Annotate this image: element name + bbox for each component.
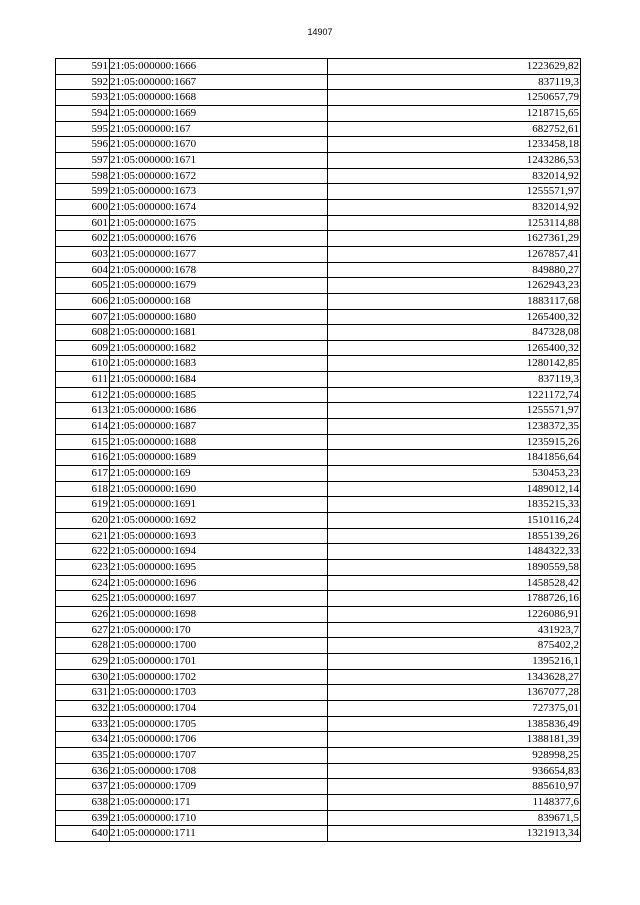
cadastral-value-cell: 936654,83 <box>328 763 581 779</box>
cadastral-number-cell: 21:05:000000:1669 <box>110 105 328 121</box>
table-row <box>56 74 581 90</box>
cadastral-number-cell: 21:05:000000:1710 <box>110 810 328 826</box>
cadastral-number-cell: 21:05:000000:1687 <box>110 419 328 435</box>
cadastral-number-cell: 21:05:000000:1674 <box>110 199 328 215</box>
cadastral-number-cell: 21:05:000000:167 <box>110 121 328 137</box>
row-number-cell: 617 <box>56 466 110 482</box>
table-body <box>56 59 581 842</box>
table-row <box>56 199 581 215</box>
row-number-cell: 633 <box>56 716 110 732</box>
cadastral-number-cell: 21:05:000000:1711 <box>110 826 328 842</box>
table-row <box>56 747 581 763</box>
cadastral-number-cell: 21:05:000000:1681 <box>110 325 328 341</box>
cadastral-value-cell: 682752,61 <box>328 121 581 137</box>
cadastral-value-cell: 1255571,97 <box>328 403 581 419</box>
table-row <box>56 481 581 497</box>
table-row <box>56 591 581 607</box>
row-number-cell: 627 <box>56 622 110 638</box>
table-row <box>56 340 581 356</box>
cadastral-number-cell: 21:05:000000:1700 <box>110 638 328 654</box>
table-row <box>56 669 581 685</box>
cadastral-number-cell: 21:05:000000:1686 <box>110 403 328 419</box>
row-number-cell: 638 <box>56 794 110 810</box>
row-number-cell: 614 <box>56 419 110 435</box>
row-number-cell: 620 <box>56 513 110 529</box>
cadastral-value-cell: 837119,3 <box>328 372 581 388</box>
table-row <box>56 231 581 247</box>
cadastral-value-cell: 727375,01 <box>328 700 581 716</box>
cadastral-value-cell: 1395216,1 <box>328 653 581 669</box>
cadastral-value-table <box>55 58 581 842</box>
cadastral-value-cell: 839671,5 <box>328 810 581 826</box>
cadastral-number-cell: 21:05:000000:1708 <box>110 763 328 779</box>
cadastral-number-cell: 21:05:000000:1670 <box>110 137 328 153</box>
cadastral-number-cell: 21:05:000000:1701 <box>110 653 328 669</box>
row-number-cell: 603 <box>56 246 110 262</box>
cadastral-number-cell: 21:05:000000:1680 <box>110 309 328 325</box>
table-row <box>56 575 581 591</box>
cadastral-number-cell: 21:05:000000:1698 <box>110 606 328 622</box>
row-number-cell: 630 <box>56 669 110 685</box>
row-number-cell: 636 <box>56 763 110 779</box>
cadastral-value-cell: 1835215,33 <box>328 497 581 513</box>
table-row <box>56 528 581 544</box>
table-row <box>56 246 581 262</box>
table-row <box>56 434 581 450</box>
table-row <box>56 685 581 701</box>
cadastral-value-cell: 1221172,74 <box>328 387 581 403</box>
table-row <box>56 325 581 341</box>
cadastral-number-cell: 21:05:000000:1689 <box>110 450 328 466</box>
cadastral-value-cell: 847328,08 <box>328 325 581 341</box>
table-row <box>56 653 581 669</box>
table-row <box>56 184 581 200</box>
cadastral-number-cell: 21:05:000000:1703 <box>110 685 328 701</box>
table-row <box>56 90 581 106</box>
cadastral-value-cell: 1280142,85 <box>328 356 581 372</box>
row-number-cell: 616 <box>56 450 110 466</box>
row-number-cell: 609 <box>56 340 110 356</box>
cadastral-value-cell: 1255571,97 <box>328 184 581 200</box>
row-number-cell: 607 <box>56 309 110 325</box>
cadastral-value-cell: 1788726,16 <box>328 591 581 607</box>
row-number-cell: 604 <box>56 262 110 278</box>
cadastral-value-cell: 1267857,41 <box>328 246 581 262</box>
row-number-cell: 622 <box>56 544 110 560</box>
cadastral-number-cell: 21:05:000000:1707 <box>110 747 328 763</box>
cadastral-number-cell: 21:05:000000:1691 <box>110 497 328 513</box>
cadastral-number-cell: 21:05:000000:168 <box>110 293 328 309</box>
row-number-cell: 597 <box>56 152 110 168</box>
table-row <box>56 732 581 748</box>
cadastral-number-cell: 21:05:000000:1697 <box>110 591 328 607</box>
row-number-cell: 631 <box>56 685 110 701</box>
row-number-cell: 594 <box>56 105 110 121</box>
row-number-cell: 599 <box>56 184 110 200</box>
cadastral-number-cell: 21:05:000000:1671 <box>110 152 328 168</box>
cadastral-number-cell: 21:05:000000:1706 <box>110 732 328 748</box>
cadastral-value-cell: 1243286,53 <box>328 152 581 168</box>
row-number-cell: 634 <box>56 732 110 748</box>
cadastral-number-cell: 21:05:000000:1704 <box>110 700 328 716</box>
table-row <box>56 513 581 529</box>
table-row <box>56 466 581 482</box>
cadastral-value-cell: 837119,3 <box>328 74 581 90</box>
cadastral-value-cell: 1265400,32 <box>328 309 581 325</box>
table-row <box>56 137 581 153</box>
row-number-cell: 611 <box>56 372 110 388</box>
row-number-cell: 598 <box>56 168 110 184</box>
table-row <box>56 606 581 622</box>
table-row <box>56 403 581 419</box>
row-number-cell: 610 <box>56 356 110 372</box>
cadastral-value-cell: 431923,7 <box>328 622 581 638</box>
row-number-cell: 626 <box>56 606 110 622</box>
cadastral-value-cell: 1890559,58 <box>328 560 581 576</box>
cadastral-number-cell: 21:05:000000:1685 <box>110 387 328 403</box>
table-row <box>56 372 581 388</box>
cadastral-value-cell: 530453,23 <box>328 466 581 482</box>
table-row <box>56 356 581 372</box>
cadastral-number-cell: 21:05:000000:1688 <box>110 434 328 450</box>
cadastral-number-cell: 21:05:000000:171 <box>110 794 328 810</box>
row-number-cell: 595 <box>56 121 110 137</box>
cadastral-value-cell: 832014,92 <box>328 199 581 215</box>
cadastral-number-cell: 21:05:000000:1666 <box>110 59 328 75</box>
table-row <box>56 105 581 121</box>
cadastral-value-cell: 885610,97 <box>328 779 581 795</box>
table-row <box>56 810 581 826</box>
cadastral-number-cell: 21:05:000000:1702 <box>110 669 328 685</box>
cadastral-value-cell: 1265400,32 <box>328 340 581 356</box>
cadastral-value-cell: 1458528,42 <box>328 575 581 591</box>
cadastral-value-cell: 1218715,65 <box>328 105 581 121</box>
table-row <box>56 622 581 638</box>
cadastral-value-cell: 1250657,79 <box>328 90 581 106</box>
cadastral-number-cell: 21:05:000000:1673 <box>110 184 328 200</box>
table-row <box>56 544 581 560</box>
row-number-cell: 601 <box>56 215 110 231</box>
cadastral-value-cell: 1510116,24 <box>328 513 581 529</box>
cadastral-number-cell: 21:05:000000:1693 <box>110 528 328 544</box>
cadastral-number-cell: 21:05:000000:1694 <box>110 544 328 560</box>
table-row <box>56 638 581 654</box>
table-row <box>56 278 581 294</box>
cadastral-value-cell: 1148377,6 <box>328 794 581 810</box>
cadastral-number-cell: 21:05:000000:1695 <box>110 560 328 576</box>
cadastral-value-cell: 1223629,82 <box>328 59 581 75</box>
table-row <box>56 168 581 184</box>
cadastral-number-cell: 21:05:000000:1677 <box>110 246 328 262</box>
cadastral-value-cell: 1321913,34 <box>328 826 581 842</box>
row-number-cell: 624 <box>56 575 110 591</box>
row-number-cell: 612 <box>56 387 110 403</box>
cadastral-number-cell: 21:05:000000:1672 <box>110 168 328 184</box>
cadastral-value-cell: 1385836,49 <box>328 716 581 732</box>
cadastral-number-cell: 21:05:000000:1678 <box>110 262 328 278</box>
row-number-cell: 591 <box>56 59 110 75</box>
table-row <box>56 826 581 842</box>
cadastral-number-cell: 21:05:000000:1668 <box>110 90 328 106</box>
row-number-cell: 596 <box>56 137 110 153</box>
table-row <box>56 215 581 231</box>
cadastral-value-cell: 1367077,28 <box>328 685 581 701</box>
row-number-cell: 618 <box>56 481 110 497</box>
cadastral-number-cell: 21:05:000000:1690 <box>110 481 328 497</box>
row-number-cell: 600 <box>56 199 110 215</box>
table-row <box>56 152 581 168</box>
table-row <box>56 716 581 732</box>
row-number-cell: 606 <box>56 293 110 309</box>
cadastral-number-cell: 21:05:000000:1705 <box>110 716 328 732</box>
cadastral-value-cell: 832014,92 <box>328 168 581 184</box>
cadastral-value-cell: 1233458,18 <box>328 137 581 153</box>
cadastral-number-cell: 21:05:000000:1709 <box>110 779 328 795</box>
cadastral-value-cell: 875402,2 <box>328 638 581 654</box>
table-row <box>56 560 581 576</box>
table-row <box>56 779 581 795</box>
table-row <box>56 309 581 325</box>
cadastral-value-cell: 1235915,26 <box>328 434 581 450</box>
cadastral-value-cell: 1238372,35 <box>328 419 581 435</box>
row-number-cell: 602 <box>56 231 110 247</box>
table-row <box>56 497 581 513</box>
row-number-cell: 608 <box>56 325 110 341</box>
cadastral-value-cell: 1883117,68 <box>328 293 581 309</box>
table-row <box>56 763 581 779</box>
page-number: 14907 <box>307 27 333 37</box>
table-row <box>56 262 581 278</box>
cadastral-number-cell: 21:05:000000:1684 <box>110 372 328 388</box>
cadastral-value-cell: 1841856,64 <box>328 450 581 466</box>
cadastral-number-cell: 21:05:000000:1676 <box>110 231 328 247</box>
cadastral-number-cell: 21:05:000000:1675 <box>110 215 328 231</box>
row-number-cell: 621 <box>56 528 110 544</box>
cadastral-value-cell: 1343628,27 <box>328 669 581 685</box>
row-number-cell: 613 <box>56 403 110 419</box>
cadastral-value-cell: 1627361,29 <box>328 231 581 247</box>
row-number-cell: 639 <box>56 810 110 826</box>
table-row <box>56 293 581 309</box>
cadastral-number-cell: 21:05:000000:1667 <box>110 74 328 90</box>
row-number-cell: 632 <box>56 700 110 716</box>
cadastral-number-cell: 21:05:000000:1696 <box>110 575 328 591</box>
cadastral-value-cell: 1484322,33 <box>328 544 581 560</box>
cadastral-number-cell: 21:05:000000:1682 <box>110 340 328 356</box>
cadastral-value-cell: 1226086,91 <box>328 606 581 622</box>
cadastral-number-cell: 21:05:000000:170 <box>110 622 328 638</box>
table-row <box>56 700 581 716</box>
cadastral-value-cell: 849880,27 <box>328 262 581 278</box>
cadastral-value-cell: 1489012,14 <box>328 481 581 497</box>
row-number-cell: 637 <box>56 779 110 795</box>
table-row <box>56 121 581 137</box>
row-number-cell: 640 <box>56 826 110 842</box>
row-number-cell: 628 <box>56 638 110 654</box>
row-number-cell: 625 <box>56 591 110 607</box>
row-number-cell: 635 <box>56 747 110 763</box>
row-number-cell: 593 <box>56 90 110 106</box>
table-row <box>56 450 581 466</box>
table-row <box>56 59 581 75</box>
table-row <box>56 794 581 810</box>
row-number-cell: 619 <box>56 497 110 513</box>
table-row <box>56 419 581 435</box>
cadastral-number-cell: 21:05:000000:1679 <box>110 278 328 294</box>
row-number-cell: 629 <box>56 653 110 669</box>
cadastral-value-cell: 1262943,23 <box>328 278 581 294</box>
row-number-cell: 592 <box>56 74 110 90</box>
cadastral-value-cell: 1388181,39 <box>328 732 581 748</box>
row-number-cell: 623 <box>56 560 110 576</box>
table-row <box>56 387 581 403</box>
cadastral-value-cell: 1855139,26 <box>328 528 581 544</box>
cadastral-number-cell: 21:05:000000:169 <box>110 466 328 482</box>
cadastral-number-cell: 21:05:000000:1683 <box>110 356 328 372</box>
cadastral-value-cell: 1253114,88 <box>328 215 581 231</box>
row-number-cell: 605 <box>56 278 110 294</box>
cadastral-number-cell: 21:05:000000:1692 <box>110 513 328 529</box>
cadastral-value-cell: 928998,25 <box>328 747 581 763</box>
row-number-cell: 615 <box>56 434 110 450</box>
